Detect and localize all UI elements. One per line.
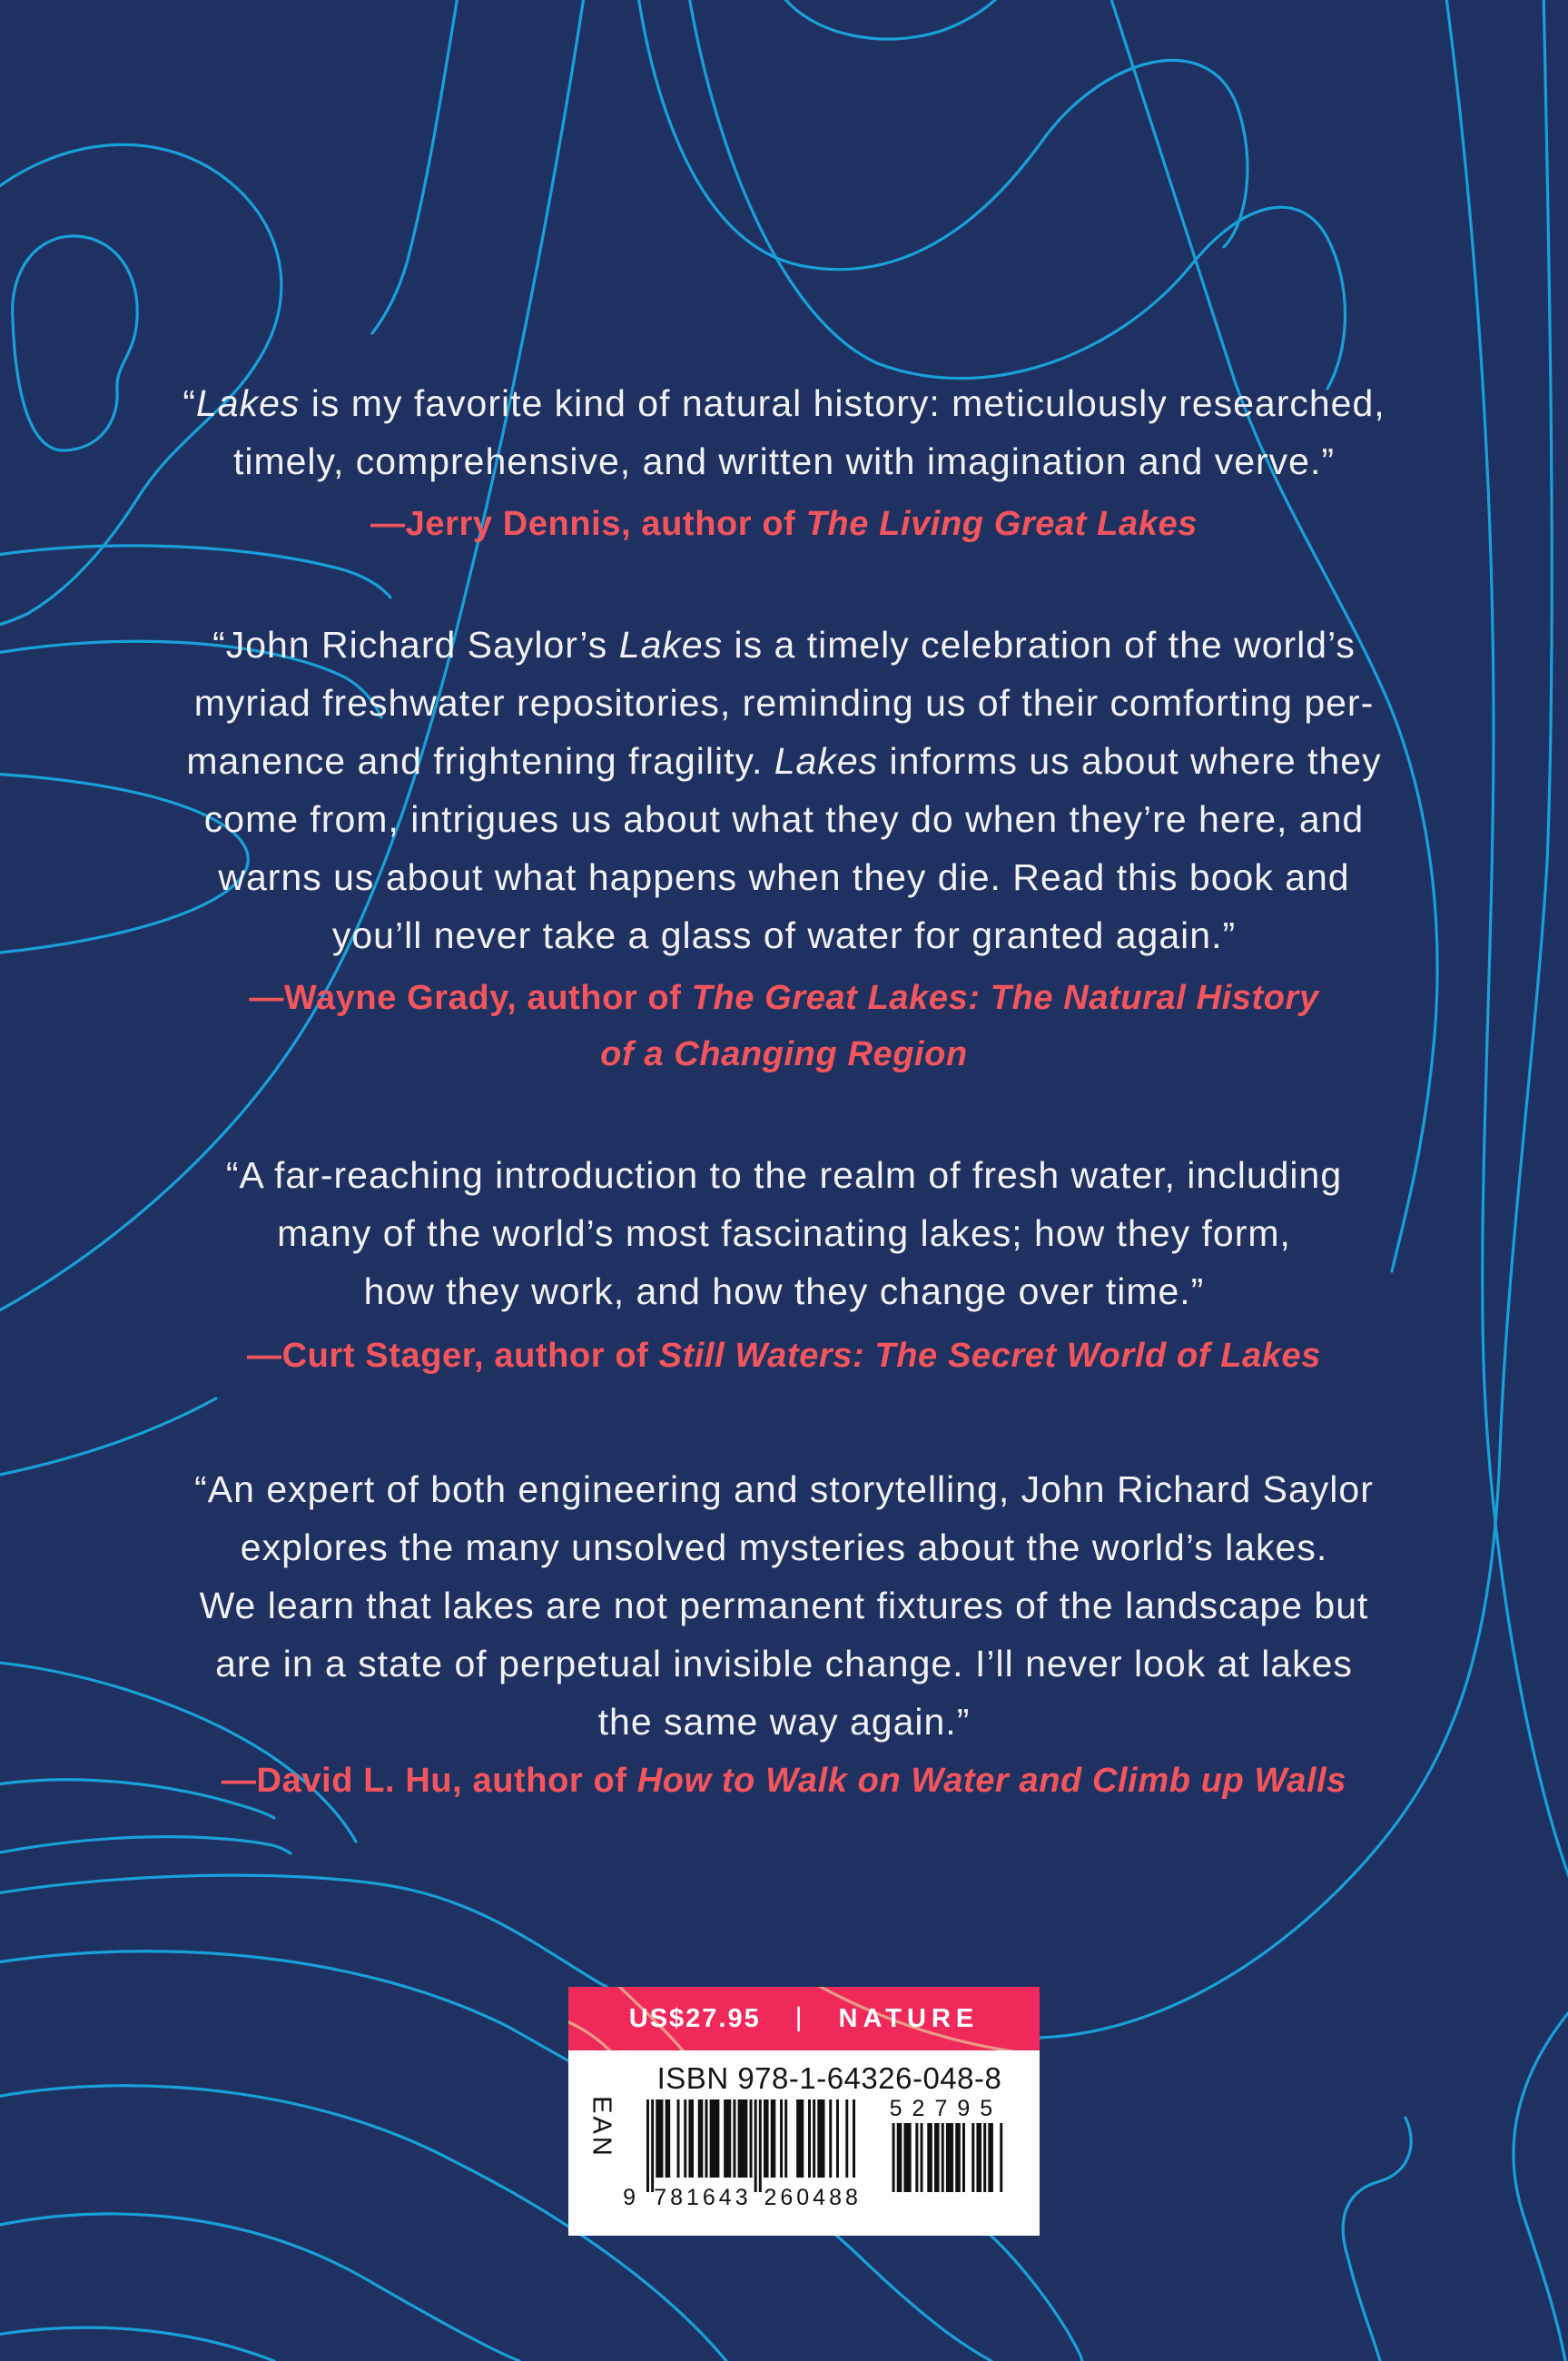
svg-text:260488: 260488 [764, 2185, 862, 2210]
svg-text:52795: 52795 [889, 2096, 1003, 2121]
ean-label: EAN [587, 2096, 616, 2158]
price-banner-text [568, 1987, 1040, 2050]
category-label: NATURE [838, 2003, 980, 2033]
quote-3: “A far-reaching introduction to the realm of fresh water, including many of the world’s most fascinating lakes; how they form, how they work, and how they change over time.” [225, 1154, 1343, 1312]
attribution-4: —David L. Hu, author of How to Walk on Water and Climb up Walls [221, 1762, 1347, 1800]
isbn-label: ISBN 978-1-64326-048-8 [656, 2061, 1002, 2095]
quote-1: “Lakes is my favorite kind of natural history: meticulously researched, timely, comprehensive, and written with imagination and verve.” [182, 382, 1386, 482]
price-label: US$27.95 [628, 2003, 761, 2033]
svg-text:9: 9 [623, 2185, 636, 2210]
quote-2: “John Richard Saylor’s Lakes is a timely celebration of the world’s myriad freshwater repositories, reminding us of their comforting per- manence and frightening fragility. Lakes informs us about where they come from, intrigues us about what they do when they’re here, and warns us about what happens when they die. Read this book and you’ll never take a glass of water for granted again.” [186, 624, 1382, 956]
banner-separator: | [794, 2002, 804, 2032]
attribution-2: —Wayne Grady, author of The Great Lakes: The Natural History of a Changing Region [249, 979, 1319, 1073]
attribution-3: —Curt Stager, author of Still Waters: The Secret World of Lakes [247, 1337, 1321, 1375]
quote-4: “An expert of both engineering and storytelling, John Richard Saylor explores the many unsolved mysteries about the world’s lakes. We learn that lakes are not permanent fixtures of the landscape but are in a state of perpetual invisible change. I’ll never look at lakes the same way again.” [194, 1468, 1374, 1743]
attribution-1: —Jerry Dennis, author of The Living Great Lakes [370, 505, 1198, 543]
svg-text:781643: 781643 [654, 2185, 752, 2210]
